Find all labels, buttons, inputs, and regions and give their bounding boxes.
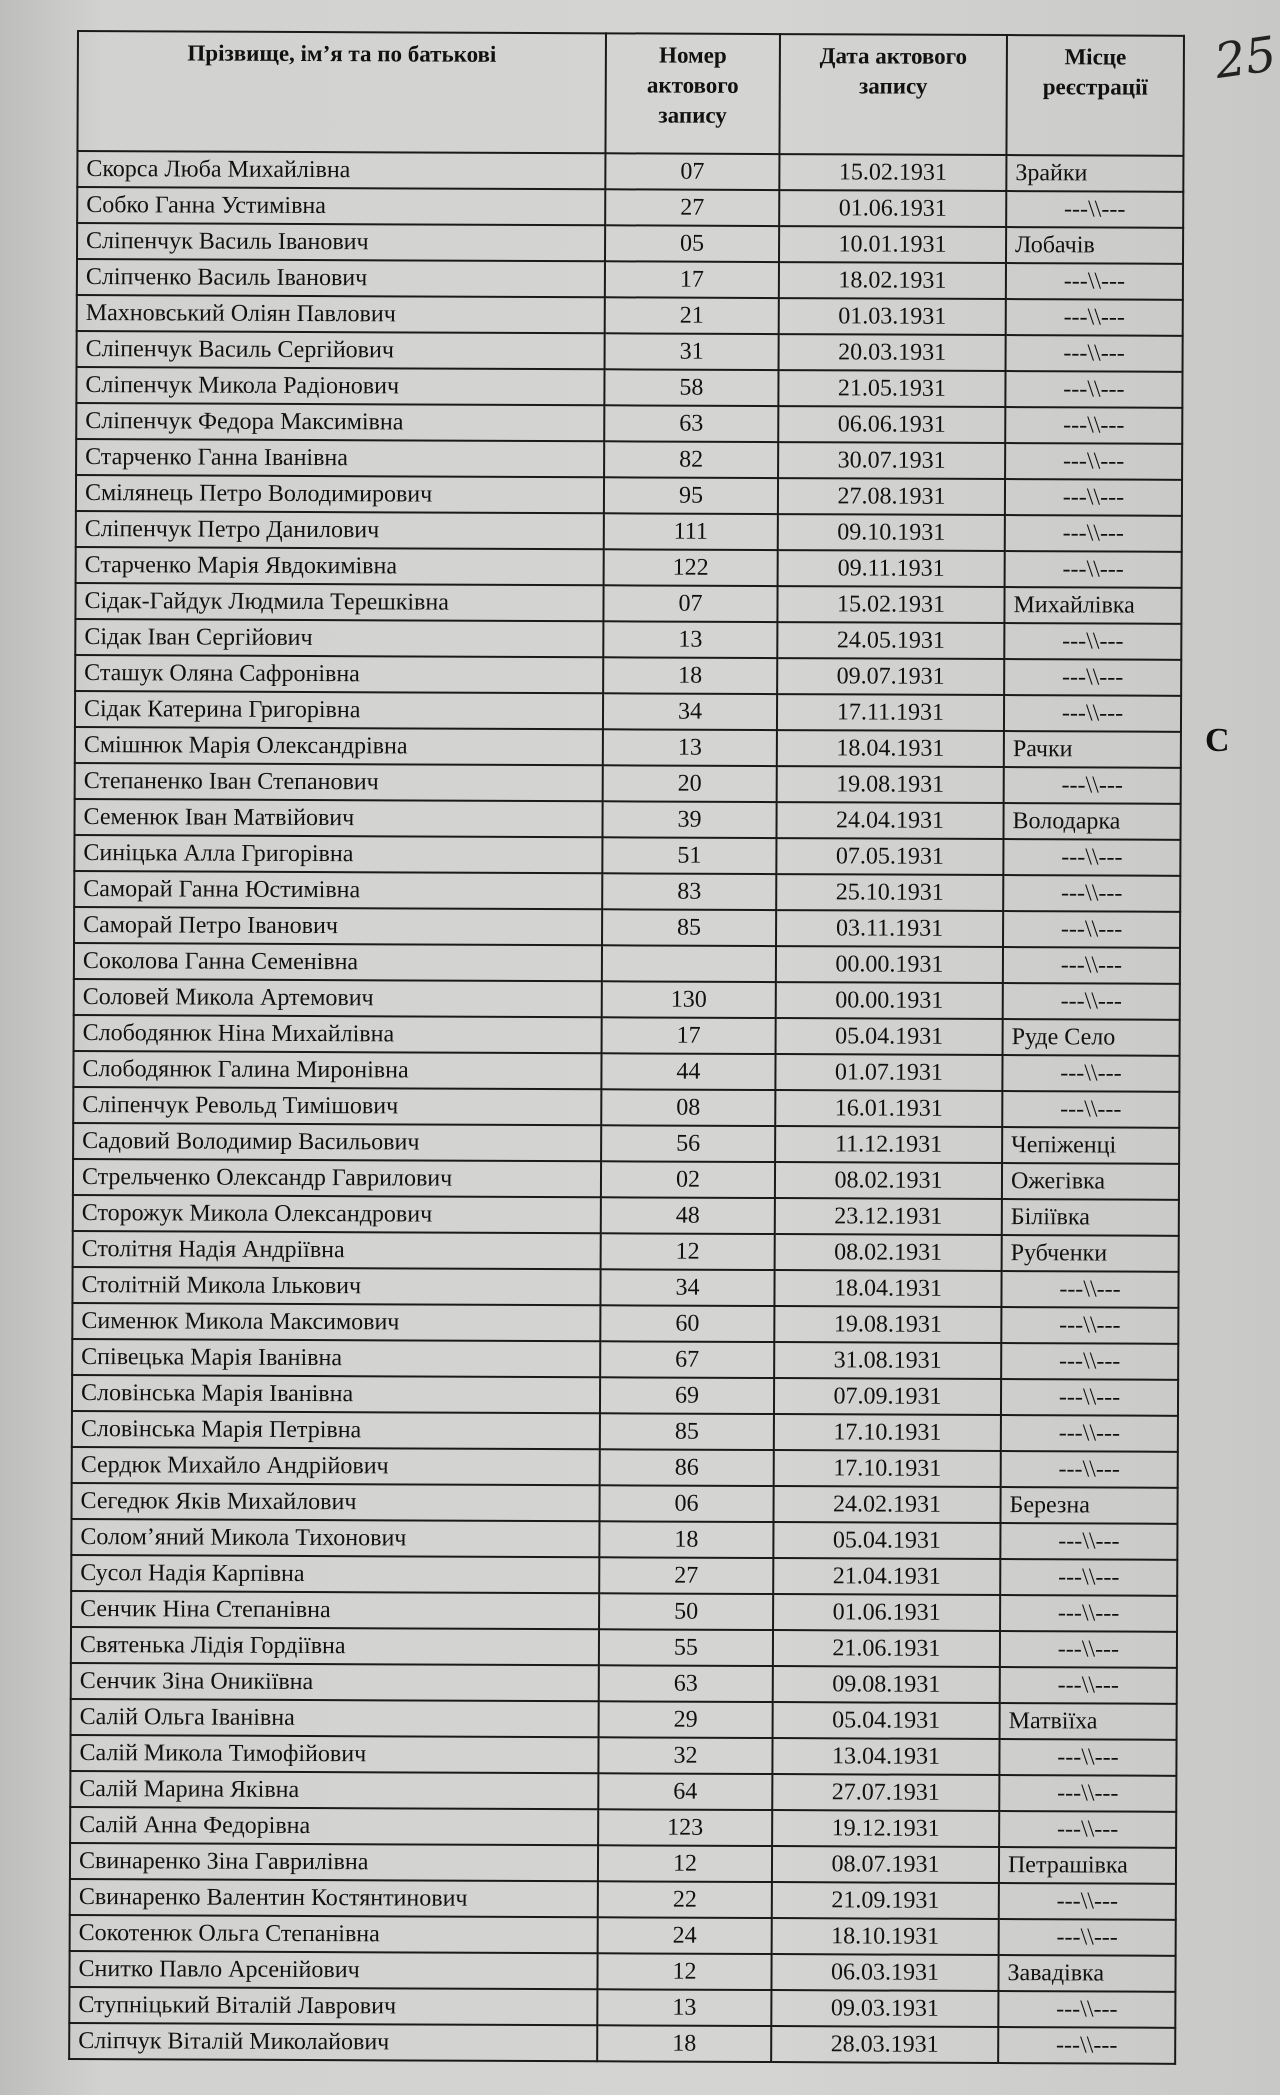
table-row <box>74 799 1180 840</box>
table-row <box>74 1015 1180 1056</box>
record-number: 130 <box>602 981 776 1018</box>
table-row <box>77 295 1183 336</box>
record-date: 05.04.1931 <box>773 1522 1000 1559</box>
record-date: 11.12.1931 <box>775 1126 1002 1163</box>
table-row <box>72 1483 1178 1524</box>
record-number: 64 <box>598 1773 772 1810</box>
table-row <box>74 943 1180 984</box>
person-name: Стрельченко Олександр Гаврилович <box>73 1159 601 1197</box>
table-row <box>70 1843 1176 1884</box>
header-name: Прізвище, ім’я та по батькові <box>77 31 606 153</box>
record-date: 21.09.1931 <box>772 1882 999 1919</box>
record-number: 95 <box>604 477 778 514</box>
person-name: Сідак Іван Сергійович <box>75 619 603 657</box>
person-name: Сименюк Микола Максимович <box>72 1303 600 1341</box>
table-row <box>76 475 1182 516</box>
record-date: 21.05.1931 <box>778 370 1005 407</box>
person-name: Салій Анна Федорівна <box>70 1807 598 1845</box>
person-name: Соколова Ганна Семенівна <box>74 943 602 981</box>
registration-place: ---\\--- <box>1004 695 1181 732</box>
table-row <box>73 1087 1179 1128</box>
person-name: Саморай Петро Іванович <box>74 907 602 945</box>
person-name: Слободянюк Ніна Михайлівна <box>74 1015 602 1053</box>
record-number: 08 <box>601 1089 775 1126</box>
registration-place: Зрайки <box>1006 155 1183 192</box>
record-number: 51 <box>602 837 776 874</box>
record-date: 30.07.1931 <box>778 442 1005 479</box>
record-date: 09.07.1931 <box>777 658 1004 695</box>
person-name: Сусол Надія Карпівна <box>71 1555 599 1593</box>
table-row <box>71 1519 1177 1560</box>
record-number: 13 <box>603 729 777 766</box>
registration-place: Матвіїха <box>1000 1703 1177 1740</box>
record-number: 83 <box>602 873 776 910</box>
table-row <box>75 655 1181 696</box>
record-date: 18.10.1931 <box>772 1918 999 1955</box>
record-number: 21 <box>605 297 779 334</box>
registration-place: ---\\--- <box>1005 443 1182 480</box>
record-number: 12 <box>598 1845 772 1882</box>
record-number <box>602 945 776 982</box>
person-name: Саморай Ганна Юстимівна <box>74 871 602 909</box>
registration-place: ---\\--- <box>1006 299 1183 336</box>
record-date: 05.04.1931 <box>773 1702 1000 1739</box>
person-name: Солом’яний Микола Тихонович <box>71 1519 599 1557</box>
record-number: 56 <box>601 1125 775 1162</box>
person-name: Сегедюк Яків Михайлович <box>72 1483 600 1521</box>
record-number: 12 <box>601 1233 775 1270</box>
table-row <box>77 151 1183 192</box>
record-number: 111 <box>604 513 778 550</box>
person-name: Святенька Лідія Гордіївна <box>71 1627 599 1665</box>
registration-place: Завадівка <box>998 1955 1175 1992</box>
table-row <box>69 2023 1175 2064</box>
registration-place: Петрашівка <box>999 1847 1176 1884</box>
table-row <box>72 1339 1178 1380</box>
person-name: Сліпченко Василь Іванович <box>77 259 605 297</box>
registration-place: ---\\--- <box>1006 191 1183 228</box>
person-name: Сліпчук Віталій Миколайович <box>69 2023 597 2061</box>
registration-place: Чепіженці <box>1002 1127 1179 1164</box>
record-date: 08.02.1931 <box>775 1162 1002 1199</box>
registration-place: ---\\--- <box>1005 515 1182 552</box>
record-date: 25.10.1931 <box>776 874 1003 911</box>
table-row <box>76 439 1182 480</box>
record-number: 50 <box>599 1593 773 1630</box>
record-date: 07.09.1931 <box>774 1378 1001 1415</box>
record-number: 06 <box>599 1485 773 1522</box>
registration-place: Рубченки <box>1002 1235 1179 1272</box>
registration-place: ---\\--- <box>1002 1055 1179 1092</box>
registration-place: ---\\--- <box>1004 623 1181 660</box>
person-name: Свинаренко Зіна Гаврилівна <box>70 1843 598 1881</box>
record-number: 07 <box>603 585 777 622</box>
person-name: Сенчик Зіна Оникіївна <box>71 1663 599 1701</box>
record-date: 09.03.1931 <box>771 1990 998 2027</box>
person-name: Свинаренко Валентин Костянтинович <box>70 1879 598 1917</box>
table-row <box>74 907 1180 948</box>
registration-place: ---\\--- <box>1006 335 1183 372</box>
record-number: 07 <box>605 153 779 190</box>
record-date: 20.03.1931 <box>779 334 1006 371</box>
person-name: Сліпенчук Василь Іванович <box>77 223 605 261</box>
record-number: 17 <box>605 261 779 298</box>
table-row <box>75 727 1181 768</box>
table-row <box>77 259 1183 300</box>
record-date: 05.04.1931 <box>776 1018 1003 1055</box>
person-name: Махновський Оліян Павлович <box>77 295 605 333</box>
table-row <box>77 187 1183 228</box>
registration-place: Володарка <box>1003 803 1180 840</box>
table-row <box>77 223 1183 264</box>
registration-place: ---\\--- <box>998 1991 1175 2028</box>
record-date: 31.08.1931 <box>774 1342 1001 1379</box>
person-name: Старченко Ганна Іванівна <box>76 439 604 477</box>
table-row <box>72 1267 1178 1308</box>
registry-table <box>68 30 1185 2065</box>
table-row <box>75 763 1181 804</box>
registration-place: ---\\--- <box>1002 1091 1179 1128</box>
record-date: 01.06.1931 <box>773 1594 1000 1631</box>
record-date: 01.03.1931 <box>779 298 1006 335</box>
record-date: 19.12.1931 <box>772 1810 999 1847</box>
record-number: 63 <box>604 405 778 442</box>
record-date: 08.07.1931 <box>772 1846 999 1883</box>
registration-place: Рачки <box>1004 731 1181 768</box>
record-number: 17 <box>602 1017 776 1054</box>
registration-place: ---\\--- <box>1000 1595 1177 1632</box>
table-row <box>72 1447 1178 1488</box>
record-date: 15.02.1931 <box>779 154 1006 191</box>
record-number: 34 <box>600 1269 774 1306</box>
person-name: Сердюк Михайло Андрійович <box>72 1447 600 1485</box>
table-row <box>75 691 1181 732</box>
record-number: 27 <box>599 1557 773 1594</box>
person-name: Сліпенчук Микола Радіонович <box>76 367 604 405</box>
record-number: 29 <box>599 1701 773 1738</box>
record-number: 32 <box>598 1737 772 1774</box>
table-row <box>75 619 1181 660</box>
record-date: 10.01.1931 <box>779 226 1006 263</box>
registration-place: ---\\--- <box>1001 1271 1178 1308</box>
person-name: Смілянець Петро Володимирович <box>76 475 604 513</box>
table-row <box>73 1231 1179 1272</box>
record-number: 55 <box>599 1629 773 1666</box>
record-number: 58 <box>604 369 778 406</box>
record-date: 07.05.1931 <box>776 838 1003 875</box>
registration-place: ---\\--- <box>1000 1667 1177 1704</box>
table-row <box>71 1699 1177 1740</box>
person-name: Слободянюк Галина Миронівна <box>73 1051 601 1089</box>
record-number: 31 <box>605 333 779 370</box>
person-name: Сліпенчук Револьд Тимішович <box>73 1087 601 1125</box>
table-row <box>76 547 1182 588</box>
record-number: 85 <box>602 909 776 946</box>
person-name: Ступніцький Віталій Лаврович <box>69 1987 597 2025</box>
record-date: 21.04.1931 <box>773 1558 1000 1595</box>
table-row <box>70 1735 1176 1776</box>
table-row <box>76 367 1182 408</box>
record-date: 06.06.1931 <box>778 406 1005 443</box>
registration-place: ---\\--- <box>1006 263 1183 300</box>
person-name: Столітня Надія Андріївна <box>73 1231 601 1269</box>
record-number: 13 <box>603 621 777 658</box>
record-date: 24.04.1931 <box>776 802 1003 839</box>
registration-place: ---\\--- <box>1005 371 1182 408</box>
registration-place: ---\\--- <box>1003 947 1180 984</box>
record-date: 01.06.1931 <box>779 190 1006 227</box>
record-date: 27.07.1931 <box>772 1774 999 1811</box>
record-number: 22 <box>598 1881 772 1918</box>
record-date: 09.10.1931 <box>778 514 1005 551</box>
record-date: 18.04.1931 <box>774 1270 1001 1307</box>
person-name: Столітній Микола Ількович <box>72 1267 600 1305</box>
record-date: 09.11.1931 <box>778 550 1005 587</box>
table-row <box>71 1663 1177 1704</box>
record-number: 12 <box>597 1953 771 1990</box>
person-name: Словінська Марія Іванівна <box>72 1375 600 1413</box>
record-number: 18 <box>603 657 777 694</box>
record-number: 34 <box>603 693 777 730</box>
person-name: Сліпенчук Василь Сергійович <box>77 331 605 369</box>
registration-place: ---\\--- <box>1003 875 1180 912</box>
registration-place: ---\\--- <box>1001 1307 1178 1344</box>
registration-place: ---\\--- <box>1004 659 1181 696</box>
record-date: 28.03.1931 <box>771 2026 998 2063</box>
person-name: Салій Ольга Іванівна <box>71 1699 599 1737</box>
table-row <box>70 1807 1176 1848</box>
table-row <box>72 1411 1178 1452</box>
table-row <box>72 1375 1178 1416</box>
record-date: 06.03.1931 <box>771 1954 998 1991</box>
person-name: Сідак-Гайдук Людмила Терешківна <box>75 583 603 621</box>
table-row <box>69 1951 1175 1992</box>
registration-place: ---\\--- <box>1003 983 1180 1020</box>
person-name: Соловей Микола Артемович <box>74 979 602 1017</box>
record-number: 39 <box>602 801 776 838</box>
person-name: Сторожук Микола Олександрович <box>73 1195 601 1233</box>
table-row <box>74 835 1180 876</box>
registration-place: Березна <box>1000 1487 1177 1524</box>
person-name: Сенчик Ніна Степанівна <box>71 1591 599 1629</box>
registration-place: ---\\--- <box>1005 407 1182 444</box>
registration-place: ---\\--- <box>999 1775 1176 1812</box>
registration-place: Руде Село <box>1003 1019 1180 1056</box>
registration-place: ---\\--- <box>999 1739 1176 1776</box>
record-number: 86 <box>600 1449 774 1486</box>
record-date: 24.05.1931 <box>777 622 1004 659</box>
record-date: 13.04.1931 <box>772 1738 999 1775</box>
person-name: Семенюк Іван Матвійович <box>74 799 602 837</box>
table-row <box>72 1303 1178 1344</box>
table-row <box>71 1591 1177 1632</box>
record-date: 19.08.1931 <box>774 1306 1001 1343</box>
handwritten-page-number: 25 <box>1211 26 1280 90</box>
registration-place: ---\\--- <box>1003 911 1180 948</box>
record-date: 17.11.1931 <box>777 694 1004 731</box>
record-number: 18 <box>597 2025 771 2062</box>
registration-place: ---\\--- <box>1000 1523 1177 1560</box>
table-row <box>73 1123 1179 1164</box>
person-name: Степаненко Іван Степанович <box>75 763 603 801</box>
registration-place: ---\\--- <box>999 1919 1176 1956</box>
record-date: 21.06.1931 <box>773 1630 1000 1667</box>
record-number: 44 <box>601 1053 775 1090</box>
record-date: 23.12.1931 <box>775 1198 1002 1235</box>
person-name: Сташук Оляна Сафронівна <box>75 655 603 693</box>
table-row <box>71 1555 1177 1596</box>
registration-place: ---\\--- <box>1004 767 1181 804</box>
person-name: Скорса Люба Михайлівна <box>77 151 605 189</box>
record-date: 18.02.1931 <box>779 262 1006 299</box>
registration-place: ---\\--- <box>999 1883 1176 1920</box>
registration-place: Біліївка <box>1002 1199 1179 1236</box>
registration-place: Михайлівка <box>1004 587 1181 624</box>
registration-place: ---\\--- <box>1005 551 1182 588</box>
person-name: Сліпенчук Федора Максимівна <box>76 403 604 441</box>
record-number: 05 <box>605 225 779 262</box>
table-header-row <box>77 31 1184 156</box>
registration-place: ---\\--- <box>998 2027 1175 2064</box>
record-date: 27.08.1931 <box>778 478 1005 515</box>
registration-place: ---\\--- <box>999 1811 1176 1848</box>
registration-place: ---\\--- <box>1001 1379 1178 1416</box>
registration-place: Лобачів <box>1006 227 1183 264</box>
table-row <box>70 1915 1176 1956</box>
person-name: Співецька Марія Іванівна <box>72 1339 600 1377</box>
table-row <box>70 1771 1176 1812</box>
record-number: 48 <box>601 1197 775 1234</box>
record-number: 82 <box>604 441 778 478</box>
person-name: Салій Марина Яківна <box>70 1771 598 1809</box>
record-date: 03.11.1931 <box>776 910 1003 947</box>
person-name: Салій Микола Тимофійович <box>70 1735 598 1773</box>
table-row <box>74 979 1180 1020</box>
person-name: Садовий Володимир Васильович <box>73 1123 601 1161</box>
table-row <box>73 1195 1179 1236</box>
table-row <box>73 1051 1179 1092</box>
margin-letter: С <box>1205 722 1230 759</box>
record-date: 19.08.1931 <box>777 766 1004 803</box>
record-number: 85 <box>600 1413 774 1450</box>
registration-place: ---\\--- <box>1001 1451 1178 1488</box>
registration-place: ---\\--- <box>1000 1559 1177 1596</box>
person-name: Сліпенчук Петро Данилович <box>76 511 604 549</box>
header-record-number: Номер актового запису <box>605 33 780 154</box>
person-name: Смішнюк Марія Олександрівна <box>75 727 603 765</box>
person-name: Словінська Марія Петрівна <box>72 1411 600 1449</box>
table-row <box>77 331 1183 372</box>
person-name: Собко Ганна Устимівна <box>77 187 605 225</box>
record-date: 08.02.1931 <box>775 1234 1002 1271</box>
table-row <box>75 583 1181 624</box>
record-number: 24 <box>598 1917 772 1954</box>
table-row <box>74 871 1180 912</box>
record-date: 18.04.1931 <box>777 730 1004 767</box>
registration-place: ---\\--- <box>1001 1415 1178 1452</box>
header-registration-place: Місце реєстрації <box>1006 35 1184 156</box>
record-number: 69 <box>600 1377 774 1414</box>
record-date: 09.08.1931 <box>773 1666 1000 1703</box>
person-name: Снитко Павло Арсенійович <box>69 1951 597 1989</box>
record-date: 17.10.1931 <box>774 1450 1001 1487</box>
table-row <box>69 1987 1175 2028</box>
registration-place: ---\\--- <box>1001 1343 1178 1380</box>
record-number: 122 <box>604 549 778 586</box>
record-date: 24.02.1931 <box>773 1486 1000 1523</box>
record-number: 60 <box>600 1305 774 1342</box>
record-date: 00.00.1931 <box>776 946 1003 983</box>
registration-place: Ожегівка <box>1002 1163 1179 1200</box>
table-row <box>76 403 1182 444</box>
record-number: 27 <box>605 189 779 226</box>
person-name: Сокотенюк Ольга Степанівна <box>70 1915 598 1953</box>
record-number: 18 <box>599 1521 773 1558</box>
table-row <box>71 1627 1177 1668</box>
header-record-date: Дата актового запису <box>779 34 1007 155</box>
record-date: 15.02.1931 <box>777 586 1004 623</box>
record-number: 20 <box>603 765 777 802</box>
record-number: 63 <box>599 1665 773 1702</box>
record-number: 67 <box>600 1341 774 1378</box>
registration-place: ---\\--- <box>1003 839 1180 876</box>
table-row <box>73 1159 1179 1200</box>
record-date: 00.00.1931 <box>776 982 1003 1019</box>
table-row <box>76 511 1182 552</box>
person-name: Сідак Катерина Григорівна <box>75 691 603 729</box>
record-number: 13 <box>597 1989 771 2026</box>
record-date: 17.10.1931 <box>774 1414 1001 1451</box>
record-date: 16.01.1931 <box>775 1090 1002 1127</box>
person-name: Синіцька Алла Григорівна <box>74 835 602 873</box>
table-row <box>70 1879 1176 1920</box>
record-number: 02 <box>601 1161 775 1198</box>
record-date: 01.07.1931 <box>775 1054 1002 1091</box>
registration-place: ---\\--- <box>1005 479 1182 516</box>
person-name: Старченко Марія Явдокимівна <box>76 547 604 585</box>
record-number: 123 <box>598 1809 772 1846</box>
registration-place: ---\\--- <box>1000 1631 1177 1668</box>
